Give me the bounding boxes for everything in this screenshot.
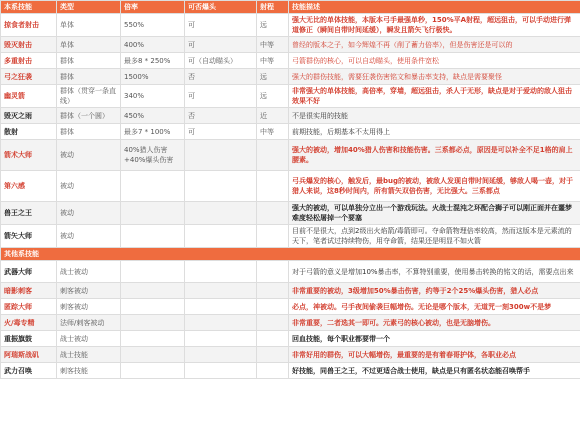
- skill-range: [257, 331, 289, 347]
- skill-description: 对于弓箭的意义是增加10%暴击率，不算特别重要，使用暴击转换的铭文的话，需要点出来: [289, 261, 580, 283]
- skill-headshot: [185, 261, 257, 283]
- table-row: [1, 202, 580, 225]
- skill-name: 多重射击: [1, 53, 57, 69]
- skill-range: 远: [257, 69, 289, 85]
- skill-range: 远: [257, 85, 289, 108]
- header-headshot: 可否爆头: [185, 1, 257, 14]
- table-row: [1, 37, 580, 53]
- skill-headshot: [185, 283, 257, 299]
- skill-headshot: 否: [185, 69, 257, 85]
- skill-description: 目前不是很大，点到2级出火焰箭/毒箭即可。夺命箭物理倍率较高，然而这版本是元素流的天下，笔者试过持续物伤，用夺命箭，结果还是明显不如火箭: [289, 225, 580, 248]
- section-header-row: [1, 248, 580, 261]
- skill-name: 幽灵箭: [1, 85, 57, 108]
- skill-name: 火/毒专精: [1, 315, 57, 331]
- skill-type: 战士被动: [57, 331, 121, 347]
- skill-multiplier: [121, 202, 185, 225]
- skill-range: [257, 171, 289, 202]
- skill-headshot: [185, 202, 257, 225]
- skill-description: 好技能，同兽王之王，不过更适合战士使用，缺点是只有匿名状态能召唤帮手: [289, 363, 580, 379]
- skill-multiplier: [121, 331, 185, 347]
- skill-description: 不是很实用的技能: [289, 108, 580, 124]
- skill-type: 被动: [57, 171, 121, 202]
- skill-multiplier: [121, 283, 185, 299]
- skill-name: 阿瑞斯战矶: [1, 347, 57, 363]
- skill-headshot: [185, 315, 257, 331]
- table-row: [1, 347, 580, 363]
- skill-headshot: 否: [185, 108, 257, 124]
- table-row: [1, 299, 580, 315]
- skill-headshot: 可: [185, 124, 257, 140]
- skill-range: [257, 225, 289, 248]
- skill-name: 武器大师: [1, 261, 57, 283]
- skill-type: 群体: [57, 53, 121, 69]
- skill-range: 近: [257, 108, 289, 124]
- table-row: [1, 225, 580, 248]
- skill-type: 被动: [57, 202, 121, 225]
- skill-range: [257, 261, 289, 283]
- skill-headshot: 可: [185, 85, 257, 108]
- table-row: [1, 124, 580, 140]
- skill-range: 中等: [257, 37, 289, 53]
- header-multiplier: 倍率: [121, 1, 185, 14]
- skill-headshot: [185, 347, 257, 363]
- skill-range: 远: [257, 14, 289, 37]
- skill-description: 强大的被动，增加40%猎人伤害和技能伤害。三系都必点，原因是可以补全不足1格的肩上腰素。: [289, 140, 580, 171]
- skill-name: 暗影刺客: [1, 283, 57, 299]
- skill-description: 非常重要，二者选其一即可。元素弓的核心被动，也是无脑增伤。: [289, 315, 580, 331]
- skill-range: [257, 299, 289, 315]
- skill-multiplier: 最多7 * 100%: [121, 124, 185, 140]
- skill-description: 强大的群伤技能，需要狂袭伤害铭文和暴击率支持，缺点是需要聚怪: [289, 69, 580, 85]
- skill-name: 散射: [1, 124, 57, 140]
- skill-range: 中等: [257, 53, 289, 69]
- skill-name: 毁灭之雨: [1, 108, 57, 124]
- skill-name: 箭矢大师: [1, 225, 57, 248]
- table-header-row: [1, 1, 580, 14]
- skill-headshot: [185, 171, 257, 202]
- skill-description: 非常强大的单体技能，高倍率，穿墙，超远狙击，杀人于无形，缺点是对于爱动的敌人狙击效果不好: [289, 85, 580, 108]
- skill-name: 匿踪大师: [1, 299, 57, 315]
- skill-multiplier: 400%: [121, 37, 185, 53]
- skill-type: 法师/刺客被动: [57, 315, 121, 331]
- skill-type: 战士技能: [57, 347, 121, 363]
- skill-name: 掠食者射击: [1, 14, 57, 37]
- skill-type: 群体（一个圆）: [57, 108, 121, 124]
- skill-range: [257, 315, 289, 331]
- skill-headshot: [185, 225, 257, 248]
- skill-description: 强大无比的单体技能，本版本弓手最强单秒，150%平A射程，超远狙击，可以手动进行弹道修正（瞬间自带时间延缓），瞬发且箭矢飞行极快。: [289, 14, 580, 37]
- table-row: [1, 14, 580, 37]
- skill-multiplier: [121, 363, 185, 379]
- skill-type: 刺客技能: [57, 363, 121, 379]
- skill-headshot: 可: [185, 37, 257, 53]
- skill-description: 强大的被动，可以单独分立出一个游戏玩法。火战士混沌之环配合狮子可以刚正面并在噩梦难度轻松屠掉一个要塞: [289, 202, 580, 225]
- table-row: [1, 53, 580, 69]
- skill-multiplier: [121, 299, 185, 315]
- table-row: [1, 331, 580, 347]
- table-row: [1, 69, 580, 85]
- skill-headshot: [185, 363, 257, 379]
- skill-type: 刺客被动: [57, 283, 121, 299]
- header-skill: 本系技能: [1, 1, 57, 14]
- skill-multiplier: 1500%: [121, 69, 185, 85]
- skill-range: [257, 202, 289, 225]
- skill-range: [257, 283, 289, 299]
- skill-description: 非常重要的被动，3级增加50%暴击伤害，约等于2个25%爆头伤害，猎人必点: [289, 283, 580, 299]
- skill-name: 毁灭射击: [1, 37, 57, 53]
- table-row: [1, 261, 580, 283]
- skill-description: 弓箭群伤的核心，可以自动瞄头，使用条件宽松: [289, 53, 580, 69]
- skill-description: 曾经的版本之子，如今辉煌不再（削了蓄力倍率），但是伤害还是可以的: [289, 37, 580, 53]
- skill-multiplier: [121, 261, 185, 283]
- table-row: [1, 363, 580, 379]
- skill-type: 刺客被动: [57, 299, 121, 315]
- skill-multiplier: [121, 347, 185, 363]
- skill-name: 重振旗鼓: [1, 331, 57, 347]
- section-title: 其他系技能: [1, 248, 580, 261]
- header-description: 技能描述: [289, 1, 580, 14]
- skill-type: 单体: [57, 14, 121, 37]
- skill-type: 群体: [57, 69, 121, 85]
- skill-multiplier: 450%: [121, 108, 185, 124]
- skill-headshot: [185, 140, 257, 171]
- skill-multiplier: 340%: [121, 85, 185, 108]
- table-row: [1, 108, 580, 124]
- skill-multiplier: 最多8 * 250%: [121, 53, 185, 69]
- skill-name: 兽王之王: [1, 202, 57, 225]
- header-range: 射程: [257, 1, 289, 14]
- skill-headshot: 可（自动瞄头）: [185, 53, 257, 69]
- table-row: [1, 171, 580, 202]
- table-row: [1, 283, 580, 299]
- skill-range: [257, 363, 289, 379]
- skill-description: 必点，神被动。弓手夜间偷袭巨幅增伤。无论是哪个版本，无道咒一刻300w不是梦: [289, 299, 580, 315]
- table-row: [1, 315, 580, 331]
- skill-type: 被动: [57, 140, 121, 171]
- table-row: [1, 85, 580, 108]
- skill-type: 单体: [57, 37, 121, 53]
- skill-name: 弓之狂袭: [1, 69, 57, 85]
- skill-multiplier: [121, 171, 185, 202]
- skill-description: 弓兵爆发的核心，触发后，最bug的被动，被敌人发现自带时间延缓，够敌人喝一壶，对于猎人来说，这8秒时间内，所有箭矢双倍伤害，无比强大。三系都点: [289, 171, 580, 202]
- table-row: [1, 140, 580, 171]
- skill-type: 战士被动: [57, 261, 121, 283]
- skill-range: [257, 347, 289, 363]
- skill-description: 回血技能，每个职业都要带一个: [289, 331, 580, 347]
- skill-headshot: 可: [185, 14, 257, 37]
- skill-name: 第六感: [1, 171, 57, 202]
- skill-description: 前期技能，后期基本不太用得上: [289, 124, 580, 140]
- skill-headshot: [185, 331, 257, 347]
- skill-name: 武力召唤: [1, 363, 57, 379]
- skill-type: 群体: [57, 124, 121, 140]
- skill-name: 箭术大师: [1, 140, 57, 171]
- skill-type: 群体（贯穿一条直线）: [57, 85, 121, 108]
- skill-multiplier: [121, 315, 185, 331]
- skill-multiplier: 550%: [121, 14, 185, 37]
- skill-range: [257, 140, 289, 171]
- skill-multiplier: [121, 225, 185, 248]
- header-type: 类型: [57, 1, 121, 14]
- skill-description: 非常好用的群伤，可以大幅增伤，最重要的是有着春哥护体，各职业必点: [289, 347, 580, 363]
- skill-headshot: [185, 299, 257, 315]
- skill-range: 中等: [257, 124, 289, 140]
- skill-type: 被动: [57, 225, 121, 248]
- skill-multiplier: 40%猎人伤害 +40%爆头伤害: [121, 140, 185, 171]
